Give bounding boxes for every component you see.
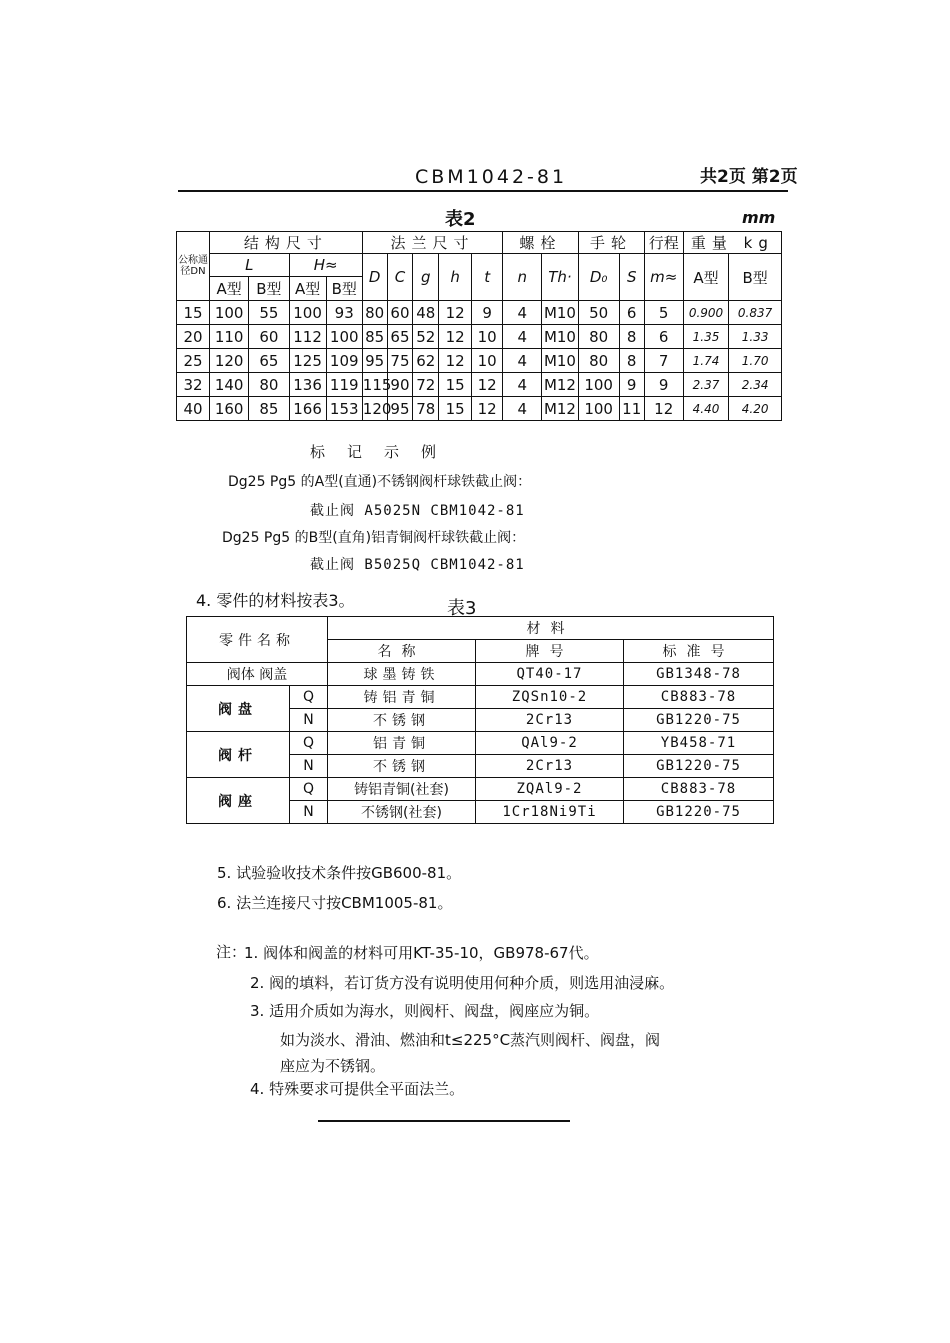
material-standard: GB1348-78 bbox=[624, 663, 774, 686]
table-cell: 136 bbox=[289, 373, 326, 397]
table-cell: 1.70 bbox=[729, 349, 782, 373]
thread-header: Th· bbox=[542, 254, 578, 301]
table-cell: 109 bbox=[326, 349, 362, 373]
table-cell: M12 bbox=[542, 373, 578, 397]
table-cell: 4 bbox=[503, 397, 542, 421]
S-header: S bbox=[619, 254, 644, 301]
table-cell: 80 bbox=[249, 373, 289, 397]
flange-dims-header: 法兰尺寸 bbox=[362, 232, 502, 254]
table-cell: 1.74 bbox=[683, 349, 728, 373]
table-cell: 110 bbox=[210, 325, 249, 349]
table-cell: 1.35 bbox=[683, 325, 728, 349]
table-cell: 0.837 bbox=[729, 301, 782, 325]
table-cell: 119 bbox=[326, 373, 362, 397]
material-name: 不锈钢 bbox=[328, 755, 476, 778]
nominal-diameter-header: 公称通径DN bbox=[177, 232, 210, 301]
table-cell: 20 bbox=[177, 325, 210, 349]
table-cell: 65 bbox=[249, 349, 289, 373]
table-cell: 5 bbox=[644, 301, 683, 325]
table-cell: 120 bbox=[210, 349, 249, 373]
table-cell: 6 bbox=[619, 301, 644, 325]
material-name: 铸铝青铜(社套) bbox=[328, 778, 476, 801]
table-cell: 12 bbox=[472, 373, 503, 397]
table-cell: M12 bbox=[542, 397, 578, 421]
table-cell: M10 bbox=[542, 301, 578, 325]
table-cell: 12 bbox=[439, 301, 472, 325]
table-cell: 8 bbox=[619, 325, 644, 349]
table-cell: 15 bbox=[439, 373, 472, 397]
item-4: 4. 零件的材料按表3。 bbox=[196, 591, 355, 610]
note-1: 1. 阀体和阀盖的材料可用KT-35-10，GB978-67代。 bbox=[244, 944, 599, 962]
table-cell: 140 bbox=[210, 373, 249, 397]
material-name-header: 名称 bbox=[328, 640, 476, 663]
material-name: 不锈钢 bbox=[328, 709, 476, 732]
note-2: 2. 阀的填料，若订货方没有说明使用何种介质，则选用油浸麻。 bbox=[250, 974, 675, 992]
C-header: C bbox=[387, 254, 413, 301]
note-3: 3. 适用介质如为海水，则阀杆、阀盘，阀座应为铜。 bbox=[250, 1002, 600, 1020]
table-row bbox=[187, 778, 774, 801]
table-cell: 100 bbox=[578, 373, 619, 397]
table-cell: 55 bbox=[249, 301, 289, 325]
table-cell: 80 bbox=[578, 349, 619, 373]
table-cell: 65 bbox=[387, 325, 413, 349]
material-name: 球墨铸铁 bbox=[328, 663, 476, 686]
note-4: 4. 特殊要求可提供全平面法兰。 bbox=[250, 1080, 465, 1098]
L-B-header: B型 bbox=[249, 277, 289, 301]
table-cell: 4 bbox=[503, 301, 542, 325]
item-6: 6. 法兰连接尺寸按CBM1005-81。 bbox=[217, 894, 453, 912]
marking-example-line-1: Dg25 Pg5 的A型(直通)不锈钢阀杆球铁截止阀： bbox=[228, 474, 532, 490]
table-cell: 2.37 bbox=[683, 373, 728, 397]
material-standard: GB1220-75 bbox=[624, 755, 774, 778]
material-grade: 1Cr18Ni9Ti bbox=[476, 801, 624, 824]
table3-header-row bbox=[187, 617, 774, 640]
D0-header: D₀ bbox=[578, 254, 619, 301]
table-cell: 120 bbox=[362, 397, 387, 421]
table-cell: 95 bbox=[387, 397, 413, 421]
material-standard-header: 标准号 bbox=[624, 640, 774, 663]
part-stem: 阀杆 bbox=[187, 732, 290, 778]
table-cell: 12 bbox=[472, 397, 503, 421]
material-standard: YB458-71 bbox=[624, 732, 774, 755]
table-cell: 60 bbox=[387, 301, 413, 325]
table-cell: 9 bbox=[472, 301, 503, 325]
part-disc: 阀盘 bbox=[187, 686, 290, 732]
material-grade: 2Cr13 bbox=[476, 709, 624, 732]
table-cell: 80 bbox=[578, 325, 619, 349]
material-grade: QT40-17 bbox=[476, 663, 624, 686]
material-grade: ZQSn10-2 bbox=[476, 686, 624, 709]
table-cell: 153 bbox=[326, 397, 362, 421]
t-header: t bbox=[472, 254, 503, 301]
material-type: Q bbox=[290, 732, 328, 755]
table-cell: 50 bbox=[578, 301, 619, 325]
weight-A-header: A型 bbox=[683, 254, 728, 301]
part-body-bonnet: 阀体 阀盖 bbox=[187, 663, 328, 686]
handwheel-header: 手轮 bbox=[578, 232, 644, 254]
marking-example-line-3: Dg25 Pg5 的B型(直角)铝青铜阀杆球铁截止阀： bbox=[222, 530, 526, 546]
table-cell: 9 bbox=[644, 373, 683, 397]
weight-B-header: B型 bbox=[729, 254, 782, 301]
table-cell: 32 bbox=[177, 373, 210, 397]
table-row bbox=[187, 732, 774, 755]
table-cell: 52 bbox=[413, 325, 439, 349]
material-standard: GB1220-75 bbox=[624, 801, 774, 824]
table-cell: 12 bbox=[644, 397, 683, 421]
table2-subheader-row bbox=[177, 254, 782, 277]
table-cell: 48 bbox=[413, 301, 439, 325]
table-cell: 40 bbox=[177, 397, 210, 421]
table-cell: 93 bbox=[326, 301, 362, 325]
table-cell: 62 bbox=[413, 349, 439, 373]
material-type: Q bbox=[290, 778, 328, 801]
marking-example-line-4: 截止阀 B5025Q CBM1042-81 bbox=[310, 557, 525, 573]
h-header: h bbox=[439, 254, 472, 301]
table-cell: 115 bbox=[362, 373, 387, 397]
table-cell: 75 bbox=[387, 349, 413, 373]
material-type: Q bbox=[290, 686, 328, 709]
table-cell: M10 bbox=[542, 325, 578, 349]
table-row bbox=[177, 397, 782, 421]
table-row bbox=[187, 686, 774, 709]
table-cell: 4 bbox=[503, 373, 542, 397]
table-cell: 10 bbox=[472, 349, 503, 373]
table-cell: 4 bbox=[503, 349, 542, 373]
marking-example-heading: 标记示例 bbox=[310, 443, 459, 461]
table2-unit: mm bbox=[742, 208, 776, 227]
structure-dims-header: 结构尺寸 bbox=[210, 232, 363, 254]
table-row bbox=[187, 663, 774, 686]
n-header: n bbox=[503, 254, 542, 301]
table2-header-row bbox=[177, 232, 782, 254]
table-cell: 6 bbox=[644, 325, 683, 349]
table-cell: M10 bbox=[542, 349, 578, 373]
table-cell: 12 bbox=[439, 325, 472, 349]
material-grade: QAl9-2 bbox=[476, 732, 624, 755]
table-cell: 15 bbox=[177, 301, 210, 325]
table-cell: 112 bbox=[289, 325, 326, 349]
stroke-header: 行程 bbox=[644, 232, 683, 254]
material-type: N bbox=[290, 709, 328, 732]
table-cell: 90 bbox=[387, 373, 413, 397]
table2-title: 表2 bbox=[445, 209, 476, 230]
material-grade-header: 牌号 bbox=[476, 640, 624, 663]
end-rule bbox=[318, 1120, 570, 1122]
table-cell: 95 bbox=[362, 349, 387, 373]
standard-code: CBM1042-81 bbox=[415, 166, 568, 188]
weight-header: 重量 kg bbox=[683, 232, 781, 254]
table2-body bbox=[177, 301, 782, 421]
page-number: 共2页 第2页 bbox=[700, 167, 798, 187]
table-row bbox=[177, 301, 782, 325]
table-cell: 7 bbox=[644, 349, 683, 373]
dimension-table bbox=[176, 231, 782, 421]
part-seat: 阀座 bbox=[187, 778, 290, 824]
table-row bbox=[177, 325, 782, 349]
material-standard: GB1220-75 bbox=[624, 709, 774, 732]
table-row bbox=[177, 349, 782, 373]
table3-title: 表3 bbox=[447, 598, 477, 619]
table-cell: 4 bbox=[503, 325, 542, 349]
table-cell: 11 bbox=[619, 397, 644, 421]
material-name: 铝青铜 bbox=[328, 732, 476, 755]
material-name: 铸铝青铜 bbox=[328, 686, 476, 709]
table-cell: 100 bbox=[326, 325, 362, 349]
table-cell: 100 bbox=[289, 301, 326, 325]
table-cell: 125 bbox=[289, 349, 326, 373]
bolt-header: 螺栓 bbox=[503, 232, 578, 254]
table-cell: 8 bbox=[619, 349, 644, 373]
table-cell: 2.34 bbox=[729, 373, 782, 397]
note-3-continued-2: 座应为不锈钢。 bbox=[280, 1057, 386, 1075]
g-header: g bbox=[413, 254, 439, 301]
material-grade: 2Cr13 bbox=[476, 755, 624, 778]
m-header: m≈ bbox=[644, 254, 683, 301]
material-type: N bbox=[290, 801, 328, 824]
H-B-header: B型 bbox=[326, 277, 362, 301]
header-rule bbox=[178, 190, 788, 192]
table-cell: 0.900 bbox=[683, 301, 728, 325]
table-cell: 10 bbox=[472, 325, 503, 349]
table-row bbox=[177, 373, 782, 397]
material-name: 不锈钢(社套) bbox=[328, 801, 476, 824]
table-cell: 166 bbox=[289, 397, 326, 421]
item-5: 5. 试验验收技术条件按GB600-81。 bbox=[217, 864, 462, 882]
L-A-header: A型 bbox=[210, 277, 249, 301]
part-name-header: 零件名称 bbox=[187, 617, 328, 663]
table-cell: 15 bbox=[439, 397, 472, 421]
note-3-continued: 如为淡水、滑油、燃油和t≤225°C蒸汽则阀杆、阀盘，阀 bbox=[280, 1031, 661, 1049]
table-cell: 12 bbox=[439, 349, 472, 373]
material-grade: ZQAl9-2 bbox=[476, 778, 624, 801]
table-cell: 4.40 bbox=[683, 397, 728, 421]
table-cell: 72 bbox=[413, 373, 439, 397]
material-standard: CB883-78 bbox=[624, 778, 774, 801]
table-cell: 60 bbox=[249, 325, 289, 349]
table-cell: 100 bbox=[210, 301, 249, 325]
L-header: L bbox=[210, 254, 289, 277]
table-cell: 80 bbox=[362, 301, 387, 325]
table-cell: 100 bbox=[578, 397, 619, 421]
table-cell: 85 bbox=[362, 325, 387, 349]
material-standard: CB883-78 bbox=[624, 686, 774, 709]
table-cell: 160 bbox=[210, 397, 249, 421]
table-cell: 4.20 bbox=[729, 397, 782, 421]
D-header: D bbox=[362, 254, 387, 301]
materials-table bbox=[186, 616, 774, 824]
notes-label: 注： bbox=[216, 943, 247, 961]
H-A-header: A型 bbox=[289, 277, 326, 301]
table-cell: 9 bbox=[619, 373, 644, 397]
table-cell: 25 bbox=[177, 349, 210, 373]
marking-example-line-2: 截止阀 A5025N CBM1042-81 bbox=[310, 503, 525, 519]
table-cell: 78 bbox=[413, 397, 439, 421]
H-header: H≈ bbox=[289, 254, 362, 277]
material-type: N bbox=[290, 755, 328, 778]
table-cell: 1.33 bbox=[729, 325, 782, 349]
table-cell: 85 bbox=[249, 397, 289, 421]
material-header: 材料 bbox=[328, 617, 774, 640]
